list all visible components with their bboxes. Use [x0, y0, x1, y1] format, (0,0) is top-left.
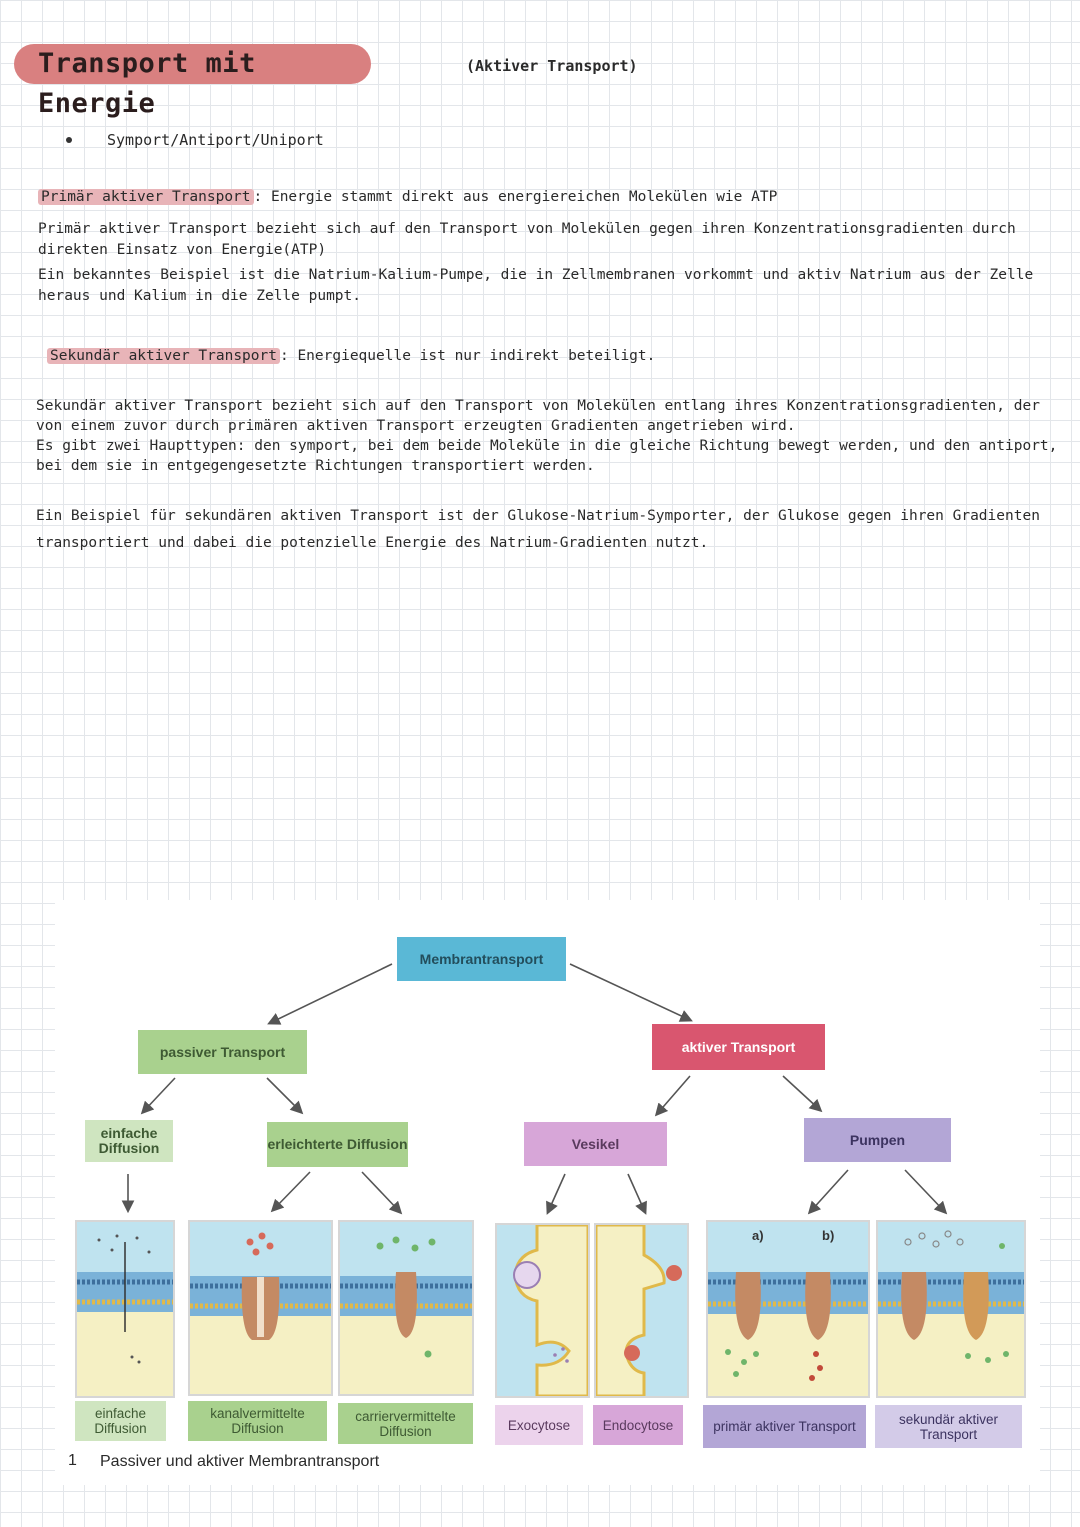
primary-heading: [38, 187, 777, 208]
root-box: Membrantransport: [397, 937, 566, 981]
secondary-line: Sekundär aktiver Transport bezieht sich auf den Transport von Molekülen entlang ihres Konzentrationsgradienten, der: [36, 398, 1040, 414]
channel-diffusion-panel: [188, 1220, 333, 1396]
vesicle-box: Vesikel: [524, 1122, 667, 1166]
label-exocytosis: Exocytose: [495, 1405, 583, 1445]
exocytosis-illustration: [497, 1225, 588, 1396]
arrow: [270, 964, 392, 1023]
secondary-pump-panel: [876, 1220, 1026, 1398]
passive-box: passiver Transport: [138, 1030, 307, 1074]
label-primary-active: primär aktiver Transport: [703, 1405, 866, 1448]
secondary-definition: : Energiequelle ist nur indirekt beteiligt.: [279, 348, 656, 364]
secondary-paragraph: [36, 396, 1057, 476]
page-title: Transport mit Energie: [14, 44, 371, 84]
figure-caption: Passiver und aktiver Membrantransport: [100, 1453, 380, 1470]
primary-term: Primär aktiver Transport: [38, 189, 254, 205]
carrier-illustration: [340, 1222, 472, 1394]
arrow: [905, 1170, 945, 1212]
primary-line: heraus und Kalium in die Zelle pumpt.: [38, 288, 362, 304]
simple-diffusion-illustration: [77, 1222, 173, 1396]
exocytosis-panel: [495, 1223, 590, 1398]
arrow: [657, 1076, 690, 1114]
page-subtitle: (Aktiver Transport): [466, 57, 638, 75]
secondary-line: von einem zuvor durch primären aktiven Transport erzeugten Gradienten angetrieben wird.: [36, 418, 796, 434]
simple-diffusion-box: einfache Diffusion: [85, 1120, 173, 1162]
arrow: [273, 1172, 310, 1210]
secondary-example: [36, 503, 1040, 557]
primary-line: Ein bekanntes Beispiel ist die Natrium-Kalium-Pumpe, die in Zellmembranen vorkommt und aktiv Natrium aus der Zelle: [38, 267, 1034, 283]
endocytosis-panel: [594, 1223, 689, 1398]
label-endocytosis: Endocytose: [593, 1405, 683, 1445]
pump-box: Pumpen: [804, 1118, 951, 1162]
arrow: [570, 964, 690, 1020]
secondary-line: Es gibt zwei Haupttypen: den symport, bei dem beide Moleküle in die gleiche Richtung bewegt werden, und den antiport,: [36, 438, 1058, 454]
secondary-line: Ein Beispiel für sekundären aktiven Transport ist der Glukose-Natrium-Symporter, der Glukose gegen ihren Gradienten: [36, 508, 1040, 524]
secondary-term: Sekundär aktiver Transport: [47, 348, 280, 364]
panel-label-b: b): [822, 1228, 835, 1243]
carrier-diffusion-panel: [338, 1220, 474, 1396]
arrow: [628, 1174, 645, 1212]
arrow: [783, 1076, 820, 1110]
panel-label-a: a): [752, 1228, 764, 1243]
arrow: [548, 1174, 565, 1212]
label-secondary-active: sekundär aktiver Transport: [875, 1405, 1022, 1448]
label-simple-diffusion: einfache Diffusion: [75, 1401, 166, 1441]
bullet-text: Symport/Antiport/Uniport: [107, 131, 324, 149]
bullet-icon: [66, 137, 72, 143]
primary-definition: : Energie stammt direkt aus energiereichen Molekülen wie ATP: [253, 189, 778, 205]
secondary-line: bei dem sie in entgegengesetzte Richtungen transportiert werden.: [36, 458, 595, 474]
primary-line: Primär aktiver Transport bezieht sich auf den Transport von Molekülen gegen ihren Konzentrationsgradienten durch: [38, 221, 1016, 237]
label-carrier-diffusion: carriervermittelte Diffusion: [338, 1403, 473, 1444]
channel-illustration: [190, 1222, 331, 1394]
arrow: [810, 1170, 848, 1212]
label-channel-diffusion: kanalvermittelte Diffusion: [188, 1401, 327, 1441]
secondary-heading: [47, 346, 655, 367]
primary-example: [38, 265, 1033, 307]
simple-diffusion-panel: [75, 1220, 175, 1398]
membrane-transport-diagram: [55, 900, 1040, 1485]
facilitated-diffusion-box: erleichterte Diffusion: [267, 1122, 408, 1167]
figure-number: 1: [68, 1452, 77, 1469]
arrow: [143, 1078, 175, 1112]
arrow: [362, 1172, 400, 1212]
primary-line: direkten Einsatz von Energie(ATP): [38, 242, 327, 258]
endocytosis-illustration: [596, 1225, 687, 1396]
primary-paragraph: [38, 219, 1016, 261]
secondary-pump-illustration: [878, 1222, 1024, 1396]
active-box: aktiver Transport: [652, 1024, 825, 1070]
arrow: [267, 1078, 301, 1112]
secondary-line: transportiert und dabei die potenzielle Energie des Natrium-Gradienten nutzt.: [36, 535, 709, 551]
primary-pump-panel: [706, 1220, 870, 1398]
primary-pump-illustration: [708, 1222, 868, 1396]
